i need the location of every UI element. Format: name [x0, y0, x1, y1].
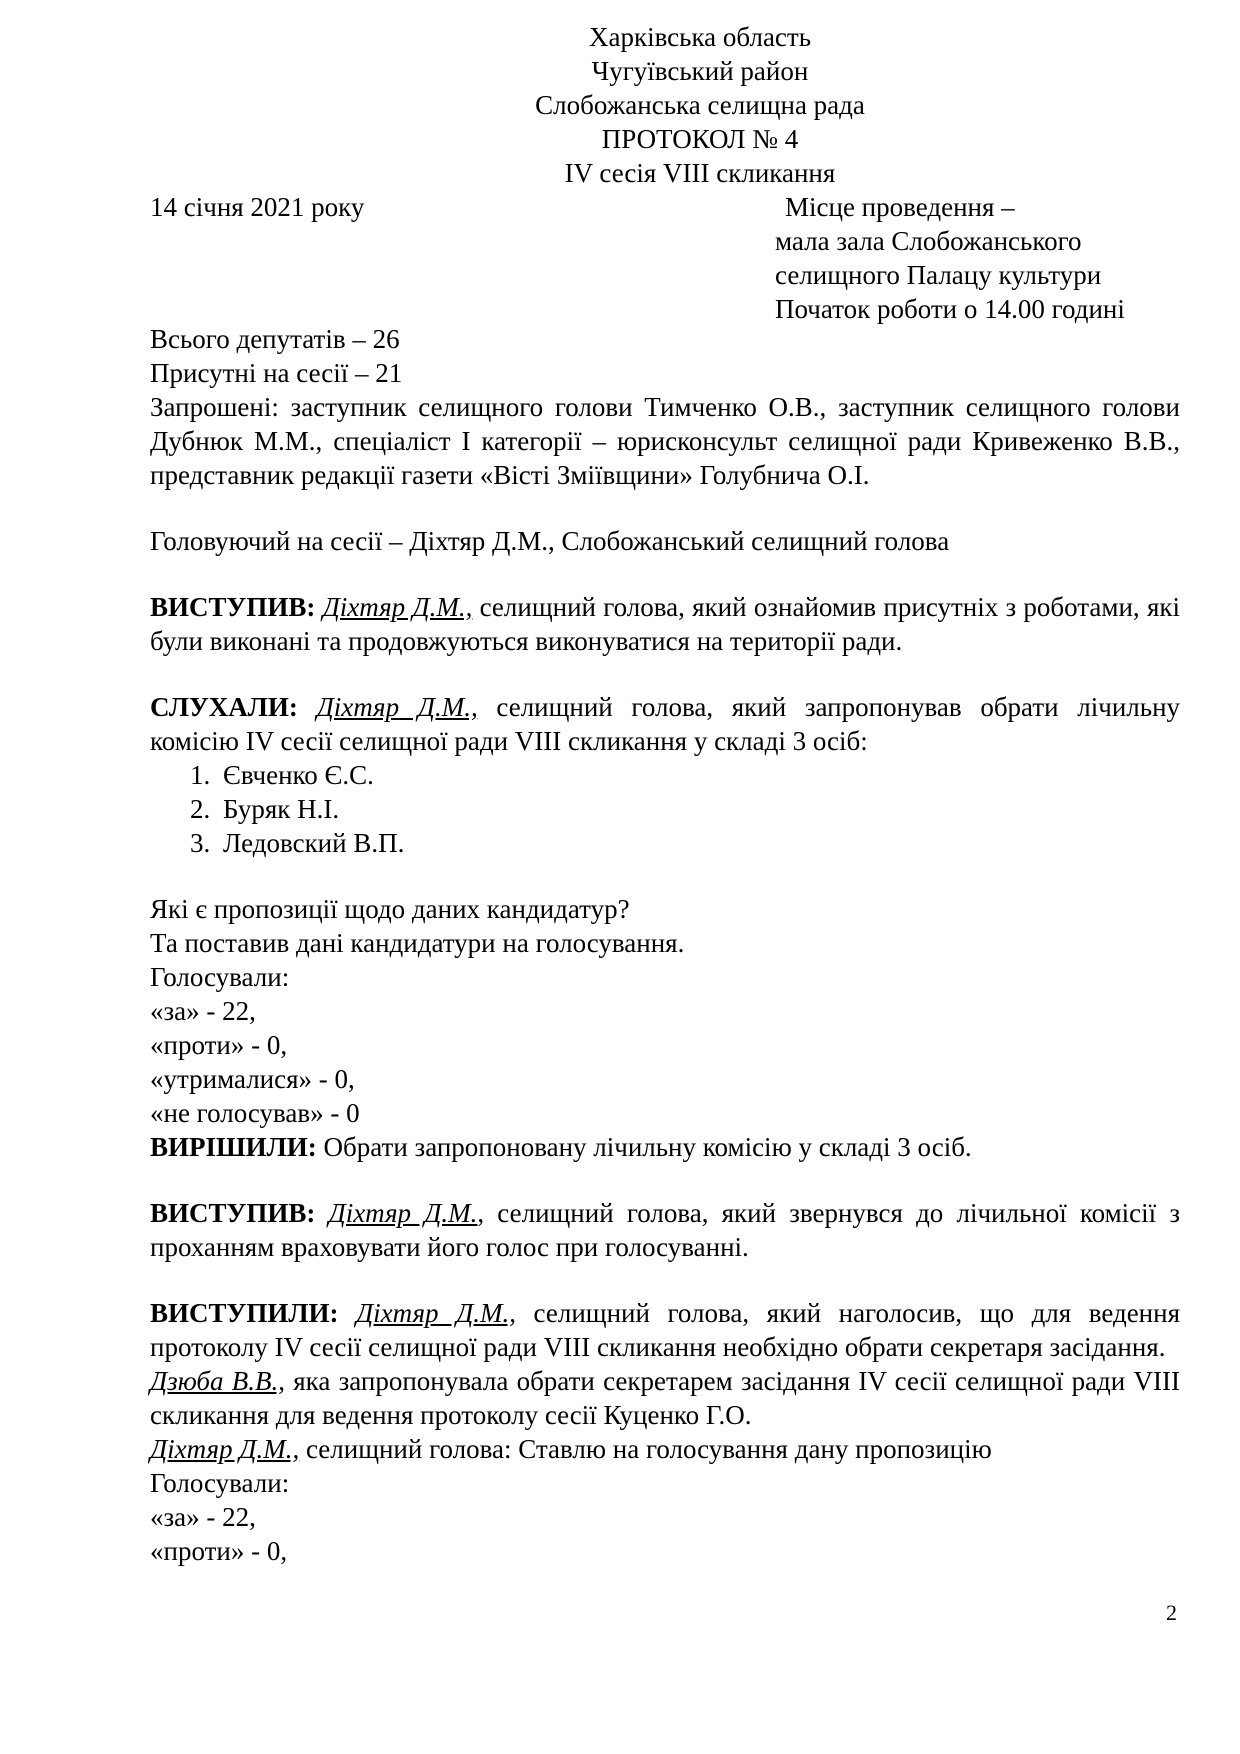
- item2-voted: Голосували:: [150, 962, 290, 992]
- item4-speaker-2: Дзюба В.В.,: [150, 1366, 285, 1396]
- item3-speaker: Діхтяр Д.М.: [328, 1198, 478, 1228]
- item2-decision: [150, 1130, 1180, 1164]
- date-place-block: [150, 190, 1180, 322]
- oblast-line: Харківська область: [588, 22, 812, 52]
- place-line-4: Початок роботи о 14.00 годині: [775, 294, 1125, 324]
- list-item: 1. Євченко Є.С.: [190, 760, 374, 790]
- item4-speaker-3: Діхтяр Д.М.,: [150, 1434, 300, 1464]
- item3-label: ВИСТУПИВ:: [150, 1198, 316, 1228]
- item2-vote-abstained: «утрималися» - 0,: [150, 1064, 355, 1094]
- item2-paragraph: [150, 690, 1180, 758]
- session-line: IV сесія VIII скликання: [564, 158, 836, 188]
- raion-line: Чугуївський район: [591, 56, 809, 86]
- counting-commission-list: [150, 758, 1180, 860]
- invited-paragraph: Запрошені: заступник селищного голови Тимченко О.В., заступник селищного голови Дубнюк М.М., спеціаліст І категорії – юрисконсульт селищної ради Кривеженко В.В., представник редакції газети «Вісті Зміївщини» Голубнича О.І.: [150, 392, 1180, 490]
- item4-text-2: яка запропонувала обрати секретарем засідання IV сесії селищної ради VIII скликання для ведення протоколу сесії Куценко Г.О.: [150, 1366, 1180, 1430]
- document-header: [220, 20, 1180, 190]
- item2-vote-against: «проти» - 0,: [150, 1030, 288, 1060]
- item2-speaker: Діхтяр Д.М.,: [316, 692, 478, 722]
- present-deputies: Присутні на сесії – 21: [150, 358, 403, 388]
- item3-text: , селищний голова, який звернувся до лічильної комісії з проханням враховувати його голос при голосуванні.: [150, 1198, 1181, 1262]
- item4-vote-against: «проти» - 0,: [150, 1536, 288, 1566]
- item4-vote-for: «за» - 22,: [150, 1502, 256, 1532]
- item3-paragraph: [150, 1196, 1180, 1264]
- list-item: 2. Буряк Н.І.: [190, 794, 340, 824]
- item4-proposal: [150, 1364, 1180, 1432]
- place-line-2: мала зала Слобожанського: [775, 226, 1082, 256]
- item4-paragraph: [150, 1296, 1180, 1364]
- page-number: 2: [1166, 1600, 1177, 1625]
- item1-speaker: Діхтяр Д.М.,: [322, 592, 473, 622]
- total-deputies: Всього депутатів – 26: [150, 324, 400, 354]
- item2-question: Які є пропозиції щодо даних кандидатур?: [150, 894, 630, 924]
- item2-label: СЛУХАЛИ:: [150, 692, 298, 722]
- item4-text: селищний голова, який наголосив, що для ведення протоколу IV сесії селищної ради VIII скликання необхідно обрати секретаря засідання.: [150, 1298, 1180, 1362]
- item2-vote-not-voted: «не голосував» - 0: [150, 1098, 360, 1128]
- item2-vote-for: «за» - 22,: [150, 996, 256, 1026]
- item4-voted: Голосували:: [150, 1468, 290, 1498]
- item2-text: селищний голова, який запропонував обрати лічильну комісію IV сесії селищної ради VIII скликання у складі 3 осіб:: [150, 692, 1181, 756]
- item4-speaker: Діхтяр Д.М.,: [356, 1298, 517, 1328]
- list-item: 3. Ледовский В.П.: [190, 828, 405, 858]
- item2-decided-text: Обрати запропоновану лічильну комісію у складі 3 осіб.: [316, 1132, 972, 1162]
- item4-label: ВИСТУПИЛИ:: [150, 1298, 339, 1328]
- place-line-3: селищного Палацу культури: [775, 260, 1102, 290]
- item2-decided-label: ВИРІШИЛИ:: [150, 1132, 317, 1162]
- document-page: [150, 20, 1180, 1568]
- item1-text: селищний голова, який ознайомив присутніх з роботами, які були виконані та продовжуються виконуватися на території ради.: [150, 592, 1180, 656]
- chair-line: Головуючий на сесії – Діхтяр Д.М., Слобожанський селищний голова: [150, 526, 950, 556]
- place-line-1: Місце проведення –: [785, 192, 1015, 222]
- council-line: Слобожанська селищна рада: [535, 90, 865, 120]
- item4-vote-call: [150, 1432, 1180, 1466]
- item1-paragraph: [150, 590, 1180, 658]
- item4-text-3: селищний голова: Ставлю на голосування дану пропозицію: [299, 1434, 992, 1464]
- protocol-title: ПРОТОКОЛ № 4: [601, 124, 799, 154]
- meeting-date: 14 січня 2021 року: [150, 192, 365, 222]
- item1-label: ВИСТУПИВ:: [150, 592, 316, 622]
- item2-vote-put: Та поставив дані кандидатури на голосування.: [150, 928, 685, 958]
- meeting-place: [775, 190, 1125, 326]
